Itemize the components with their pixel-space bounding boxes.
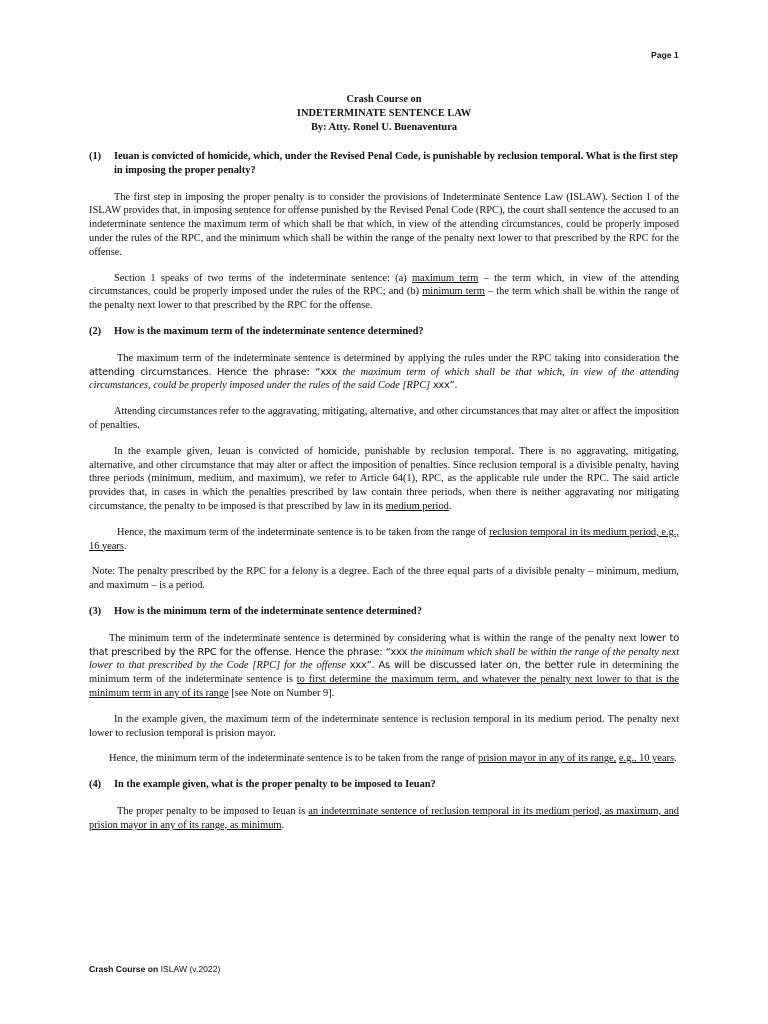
answer-paragraph: The minimum term of the indeterminate sentence is determined by considering what is within the range of the penalty next lower to that prescribed by the RPC for the offense. Hence the phrase: “xxx the minimum which shall be within the range of the penalty next lower to that prescribed by the Code [RPC] for the offense xxx”. As will be discussed later on, the better rule in determining the minimum term of the indeterminate sentence is to first determine the maximum term, and whatever the penalty next lower to that is the minimum term in any of its range [see Note on Number 9].: [89, 632, 679, 699]
document-body: [89, 150, 679, 844]
answer-paragraph: Attending circumstances refer to the aggravating, mitigating, alternative, and other circumstances that may alter or affect the imposition of penalties.: [89, 406, 679, 431]
question-2: [89, 325, 679, 339]
question-3: [89, 605, 679, 619]
answer-paragraph: The maximum term of the indeterminate sentence is determined by applying the rules under the RPC taking into consideration the attending circumstances. Hence the phrase: “xxx the maximum term of which shall be that which, in view of the attending circumstances, could be properly imposed under the rules of the said Code [RPC] xxx”.: [89, 352, 679, 392]
question-text: How is the minimum term of the indeterminate sentence determined?: [114, 605, 422, 617]
answer-paragraph: The first step in imposing the proper penalty is to consider the provisions of Indeterminate Sentence Law (ISLAW). Section 1 of the ISLAW provides that, in imposing sentence for offense punished by the Revised Penal Code (RPC), the court shall sentence the accused to an indeterminate sentence the maximum term of which shall be that which, in view of the attending circumstances, could be properly imposed under the rules of the RPC, and the minimum which shall be within the range of the penalty next lower to that prescribed by the RPC for the offense.: [89, 191, 679, 258]
question-text: In the example given, what is the proper penalty to be imposed to Ieuan?: [114, 779, 436, 791]
page-footer: Crash Course on ISLAW (v.2022): [89, 964, 221, 974]
title-line-1: Crash Course on: [346, 94, 422, 105]
answer-paragraph: In the example given, Ieuan is convicted of homicide, punishable by reclusion temporal. There is no aggravating, mitigating, alternative, and other circumstance that may alter or affect the imposition of penalties. Since reclusion temporal is a divisible penalty, having three periods (minimum, medium, and maximum), we refer to Article 64(1), RPC, as the applicable rule under the RPC. The said article provides that, in cases in which the penalties prescribed by law contain three periods, when there is neither aggravating nor mitigating circumstance, the penalty to be imposed is that prescribed by law in its medium period.: [89, 445, 679, 512]
question-text: How is the maximum term of the indeterminate sentence determined?: [114, 325, 424, 337]
title-line-2: INDETERMINATE SENTENCE LAW: [296, 108, 472, 119]
answer-paragraph: The proper penalty to be imposed to Ieuan is an indeterminate sentence of reclusion temporal in its medium period, as maximum, and prision mayor in any of its range, as minimum.: [89, 805, 680, 831]
answer-paragraph: Section 1 speaks of two terms of the indeterminate sentence: (a) maximum term – the term which, in view of the attending circumstances, could be properly imposed under the rules of the RPC; and (b) minimum term – the term which shall be within the range of the penalty next lower to that prescribed by the RPC for the offense.: [89, 272, 679, 312]
question-text: Ieuan is convicted of homicide, which, under the Revised Penal Code, is punishable by reclusion temporal. What is the first step in imposing the proper penalty?: [114, 151, 679, 176]
question-number: (2): [89, 325, 102, 337]
question-number: (1): [89, 151, 102, 162]
note-paragraph: Note: The penalty prescribed by the RPC for a felony is a degree. Each of the three equal parts of a divisible penalty – minimum, medium, and maximum – is a period.: [89, 566, 679, 592]
question-1: [89, 150, 679, 178]
title-author: By: Atty. Ronel U. Buenaventura: [310, 122, 458, 133]
document-title: [0, 93, 768, 135]
answer-paragraph: Hence, the minimum term of the indeterminate sentence is to be taken from the range of prision mayor in any of its range, e.g., 10 years.: [109, 753, 677, 765]
page-number: Page 1: [651, 50, 679, 60]
answer-paragraph: Hence, the maximum term of the indeterminate sentence is to be taken from the range of reclusion temporal in its medium period, e.g., 16 years.: [89, 526, 679, 552]
question-number: (4): [89, 779, 102, 791]
answer-paragraph: In the example given, the maximum term of the indeterminate sentence is reclusion temporal in its medium period. The penalty next lower to reclusion temporal is prision mayor.: [89, 713, 679, 739]
question-4: [89, 778, 679, 792]
question-number: (3): [89, 605, 102, 617]
